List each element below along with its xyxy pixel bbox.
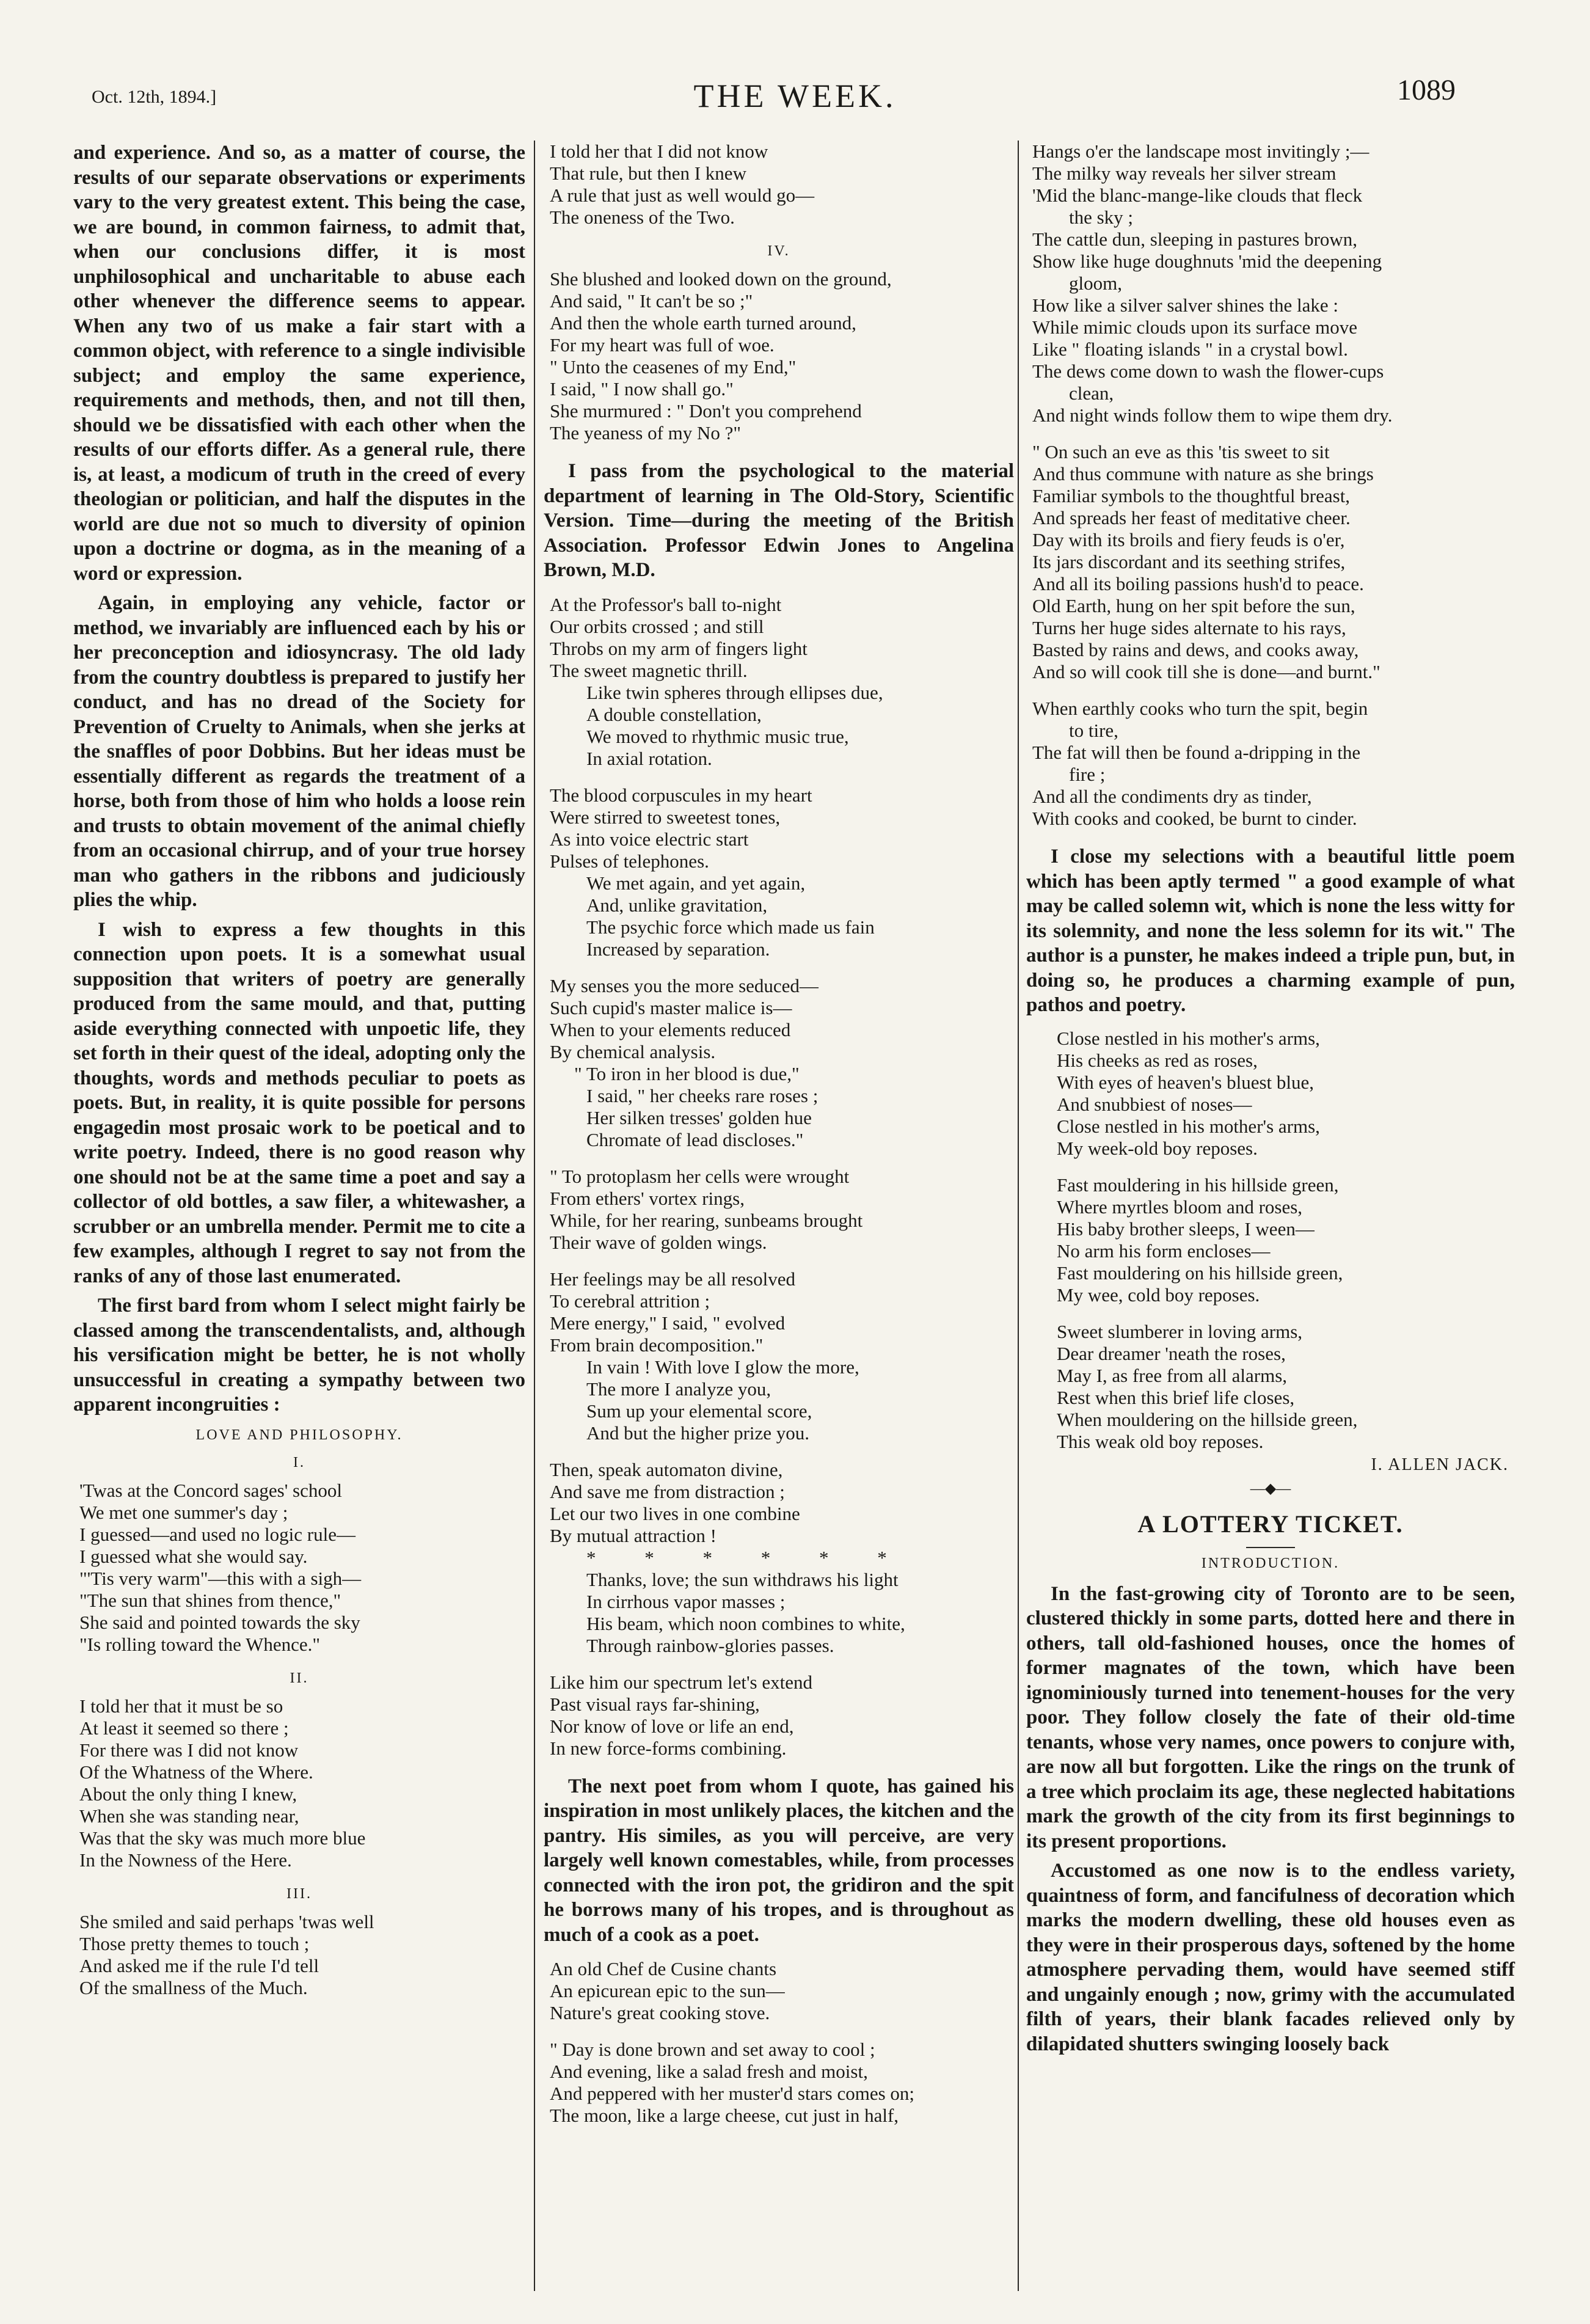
verse-line: Day with its broils and fiery feuds is o'er,: [1032, 529, 1345, 550]
verse-line: His cheeks as red as roses,: [1057, 1049, 1258, 1071]
verse-line: Increased by separation.: [586, 938, 770, 960]
verse-line: In the Nowness of the Here.: [79, 1849, 292, 1871]
verse-line: May I, as free from all alarms,: [1057, 1364, 1288, 1386]
verse-line: In cirrhous vapor masses ;: [586, 1590, 786, 1612]
verse-line: Rest when this brief life closes,: [1057, 1386, 1295, 1408]
verse-line: And snubbiest of noses—: [1057, 1093, 1252, 1115]
verse-line: And night winds follow them to wipe them dry.: [1032, 404, 1393, 426]
verse-line: Her silken tresses' golden hue: [586, 1106, 812, 1128]
column-left: [73, 141, 525, 2014]
verse-line: Nature's great cooking stove.: [550, 2002, 770, 2023]
paragraph: I close my selections with a beautiful little poem which has been aptly termed " a good example of what may be called solemn wit, which is none the less witty for its solemnity, and none the less solemn for its wit." The author is a punster, he makes indeed a triple pun, but, in doing so, he produces a charming example of pun, pathos and poetry.: [1026, 846, 1515, 1016]
poem-stanza: [544, 2039, 1014, 2127]
verse-line: I told her that it must be so: [79, 1695, 283, 1717]
verse-line: And thus commune with nature as she brings: [1032, 463, 1374, 484]
verse-line: The psychic force which made us fain: [586, 916, 875, 938]
title-rule: [1246, 1547, 1295, 1548]
verse-line: About the only thing I knew,: [79, 1783, 297, 1805]
poem-stanza: [544, 975, 1014, 1151]
verse-line: " On such an eve as this 'tis sweet to sit: [1032, 441, 1330, 462]
verse-line: Its jars discordant and its seething strifes,: [1032, 551, 1346, 572]
verse-line: In axial rotation.: [586, 747, 712, 769]
column-rule: [1018, 141, 1019, 2291]
verse-line: The moon, like a large cheese, cut just in half,: [550, 2105, 899, 2126]
verse-line: fire ;: [1069, 764, 1106, 785]
verse-line: Her feelings may be all resolved: [550, 1268, 795, 1290]
verse-line: And evening, like a salad fresh and moist,: [550, 2061, 868, 2082]
verse-line: Chromate of lead discloses.": [586, 1128, 804, 1150]
verse-line: That rule, but then I knew: [550, 163, 746, 184]
poem-stanza: [544, 268, 1014, 444]
column-middle: [544, 141, 1014, 2141]
poem-stanza: [544, 141, 1014, 228]
verse-line: At the Professor's ball to-night: [550, 593, 782, 615]
verse-line: the sky ;: [1069, 206, 1134, 228]
verse-line: For there was I did not know: [79, 1739, 299, 1761]
verse-line: From brain decomposition.": [550, 1334, 764, 1356]
verse-line: Like him our spectrum let's extend: [550, 1671, 813, 1693]
verse-line: And peppered with her muster'd stars comes on;: [550, 2083, 915, 2104]
verse-line: By chemical analysis.: [550, 1040, 716, 1062]
verse-line: And spreads her feast of meditative cheer.: [1032, 507, 1351, 528]
verse-line: Old Earth, hung on her spit before the sun,: [1032, 595, 1355, 616]
verse-line: While, for her rearing, sunbeams brought: [550, 1209, 863, 1231]
verse-line: No arm his form encloses—: [1057, 1240, 1271, 1262]
verse-line: My senses you the more seduced—: [550, 974, 819, 996]
section-numeral: IV.: [767, 243, 790, 259]
verse-line: Of the Whatness of the Where.: [79, 1761, 313, 1783]
issue-date: Oct. 12th, 1894.]: [92, 87, 217, 107]
verse-line: Dear dreamer 'neath the roses,: [1057, 1342, 1286, 1364]
verse-line: With eyes of heaven's bluest blue,: [1057, 1071, 1314, 1093]
verse-line: At least it seemed so there ;: [79, 1717, 289, 1739]
verse-line: We met one summer's day ;: [79, 1501, 288, 1523]
verse-line: She murmured : " Don't you comprehend: [550, 400, 862, 422]
verse-line: I guessed—and used no logic rule—: [79, 1523, 356, 1545]
verse-line: The yeaness of my No ?": [550, 422, 742, 444]
verse-line: "Is rolling toward the Whence.": [79, 1633, 321, 1655]
publication-title: THE WEEK.: [693, 78, 897, 114]
verse-line: Then, speak automaton divine,: [550, 1458, 783, 1480]
poem-stanza: [1026, 698, 1515, 830]
poem-stanza: [73, 1480, 525, 1656]
verse-line: My wee, cold boy reposes.: [1057, 1284, 1260, 1306]
verse-line: She smiled and said perhaps 'twas well: [79, 1910, 374, 1932]
verse-line: We moved to rhythmic music true,: [586, 725, 849, 747]
verse-line: And, unlike gravitation,: [586, 894, 768, 916]
verse-line: Their wave of golden wings.: [550, 1231, 767, 1253]
verse-line: Was that the sky was much more blue: [79, 1827, 366, 1849]
poem-stanza: [73, 1695, 525, 1871]
verse-line: A double constellation,: [586, 703, 762, 725]
verse-line: An epicurean epic to the sun—: [550, 1980, 785, 2001]
verse-line: And asked me if the rule I'd tell: [79, 1954, 319, 1976]
paragraph: The next poet from whom I quote, has gained his inspiration in most unlikely places, the kitchen and the pantry. His similes, as you will perceive, are very largely well known comestables, while, from processes connected with the iron pot, the gridiron and the spit he borrows many of his tropes, and is throughout as much of a cook as a poet.: [544, 1775, 1014, 1946]
paragraph: and experience. And so, as a matter of course, the results of our separate observations or experiments vary to the very greatest extent. This being the case, we are bound, in common fairness, to admit that, when our conclusions differ, it is most unphilosophical and uncharitable to abuse each other whenever the difference seems to appear. When any two of us make a fair start with a common object, with reference to a single indivisible subject; and employ the same experience, requirements and methods, then, and not till then, should we be dissatisfied with each other when the results of our efforts differ. As a general rule, there is, at least, a modicum of truth in the creed of every theologian or politician, and half the disputes in the world are due not so much to diversity of opinion upon a doctrine or dogma, as in the meaning of a word or expression.: [73, 142, 525, 585]
verse-line: Familiar symbols to the thoughtful breast,: [1032, 485, 1351, 506]
poem-stanza: [544, 1268, 1014, 1444]
paragraph: Accustomed as one now is to the endless variety, quaintness of form, and fancifulness of decoration which marks the modern dwelling, these old houses even as they were in their prosperous days, softened by the home atmosphere pervading them, would have seemed stiff and ungainly enough ; now, grimy with the accumulated filth of years, their blank facades relieved only by dilapidated shutters swinging loosely back: [1026, 1860, 1515, 2055]
page-header: [0, 73, 1590, 122]
verse-line: " Unto the ceasenes of my End,": [550, 356, 797, 378]
paragraph: The first bard from whom I select might fairly be classed among the transcendentalists, and, although his versification might be better, he is not wholly unsuccessful in creating a sympathy between two apparent incongruities :: [73, 1295, 525, 1416]
verse-line: His beam, which noon combines to white,: [586, 1612, 905, 1634]
verse-line: Sum up your elemental score,: [586, 1400, 812, 1422]
verse-line: His baby brother sleeps, I ween—: [1057, 1218, 1315, 1240]
verse-line: "'Tis very warm"—this with a sigh—: [79, 1567, 362, 1589]
article-title: A LOTTERY TICKET.: [1137, 1510, 1404, 1538]
verse-line: She blushed and looked down on the ground,: [550, 268, 892, 290]
verse-line: For my heart was full of woe.: [550, 334, 775, 356]
poem-stanza: [1026, 1028, 1515, 1160]
verse-line: In new force-forms combining.: [550, 1737, 787, 1759]
poem-stanza: [544, 1958, 1014, 2024]
verse-line: By mutual attraction !: [550, 1524, 717, 1546]
paragraph: In the fast-growing city of Toronto are to be seen, clustered thickly in some parts, dotted here and there in others, tall old-fashioned houses, once the homes of former magnates of the town, which have been ignominiously turned into tenement-houses for the very poor. They follow closely the fate of their old-time tenants, whose very names, once powers to conjure with, are now all but forgotten. Like the rings on the trunk of a tree which proclaim its age, these neglected habitations mark the growth of the city from its first beginnings to its present proportions.: [1026, 1582, 1515, 1852]
verse-line: Of the smallness of the Much.: [79, 1976, 308, 1998]
page-number: 1089: [1397, 74, 1456, 106]
verse-line: Sweet slumberer in loving arms,: [1057, 1320, 1303, 1342]
verse-line: The cattle dun, sleeping in pastures brown,: [1032, 228, 1358, 250]
verse-line: An old Chef de Cusine chants: [550, 1958, 777, 1979]
verse-line: Mere energy," I said, " evolved: [550, 1312, 786, 1334]
verse-line: " To iron in her blood is due,": [574, 1062, 800, 1084]
poem-stanza: [1026, 141, 1515, 426]
verse-line: When mouldering on the hillside green,: [1057, 1408, 1358, 1430]
verse-line: Past visual rays far-shining,: [550, 1693, 760, 1715]
verse-line: Close nestled in his mother's arms,: [1057, 1027, 1320, 1049]
verse-line: I told her that I did not know: [550, 141, 768, 162]
verse-line: 'Mid the blanc-mange-like clouds that fleck: [1032, 185, 1363, 206]
verse-line: When she was standing near,: [79, 1805, 299, 1827]
chapter-label: INTRODUCTION.: [1201, 1555, 1340, 1571]
verse-line: As into voice electric start: [550, 828, 749, 850]
poem-stanza: [544, 594, 1014, 770]
verse-line: Throbs on my arm of fingers light: [550, 637, 808, 659]
poem-stanza: [73, 1911, 525, 1999]
verse-line: I guessed what she would say.: [79, 1545, 308, 1567]
verse-line: The blood corpuscules in my heart: [550, 784, 812, 806]
section-numeral: III.: [286, 1885, 312, 1902]
verse-line: While mimic clouds upon its surface move: [1032, 316, 1358, 338]
verse-line: And then the whole earth turned around,: [550, 312, 856, 334]
poem-stanza: [1026, 1321, 1515, 1453]
verse-line: Fast mouldering in his hillside green,: [1057, 1174, 1339, 1196]
verse-line: In vain ! With love I glow the more,: [586, 1356, 859, 1378]
verse-line: Such cupid's master malice is—: [550, 996, 792, 1018]
verse-line: Our orbits crossed ; and still: [550, 615, 764, 637]
verse-line: clean,: [1069, 382, 1114, 404]
verse-line: The oneness of the Two.: [550, 206, 735, 228]
verse-line: My week-old boy reposes.: [1057, 1137, 1258, 1159]
paragraph: I pass from the psychological to the material department of learning in The Old-Story, Scientific Version. Time—during the meeting of the British Association. Professor Edwin Jones to Angelina Brown, M.D.: [544, 460, 1014, 581]
poem-stanza: [544, 1459, 1014, 1657]
section-numeral: I.: [293, 1454, 305, 1471]
verse-line: Show like huge doughnuts 'mid the deepening: [1032, 250, 1382, 272]
paragraph: I wish to express a few thoughts in this connection upon poets. It is a somewhat usual supposition that writers of poetry are generally produced from the same mould, and that, putting aside everything connected with unpoetic life, they set forth in their quest of the ideal, adopting only the thoughts, words and methods peculiar to poets as poets. But, in reality, it is quite possible for persons engagedin most prosaic work to be poetical and to write poetry. Indeed, there is no good reason why one should not be at the same time a poet and say a collector of old bottles, a saw filer, a whitewasher, a scrubber or an umbrella mender. Permit me to cite a few examples, although I regret to say not from the ranks of any of those last enumerated.: [73, 918, 525, 1287]
verse-line: 'Twas at the Concord sages' school: [79, 1479, 342, 1501]
verse-line: When earthly cooks who turn the spit, begin: [1032, 698, 1368, 719]
verse-line: To cerebral attrition ;: [550, 1290, 710, 1312]
verse-line: Nor know of love or life an end,: [550, 1715, 794, 1737]
verse-line: Turns her huge sides alternate to his rays,: [1032, 617, 1346, 638]
verse-line: gloom,: [1069, 272, 1122, 294]
verse-line: When to your elements reduced: [550, 1018, 791, 1040]
verse-line: And save me from distraction ;: [550, 1480, 785, 1502]
verse-line: Where myrtles bloom and roses,: [1057, 1196, 1303, 1218]
verse-line: "The sun that shines from thence,": [79, 1589, 341, 1611]
section-numeral: II.: [290, 1670, 309, 1686]
verse-line: " Day is done brown and set away to cool ;: [550, 2039, 875, 2060]
verse-line: A rule that just as well would go—: [550, 185, 815, 206]
verse-line: Fast mouldering on his hillside green,: [1057, 1262, 1343, 1284]
verse-line: Basted by rains and dews, and cooks away,: [1032, 639, 1359, 660]
verse-line: Like twin spheres through ellipses due,: [586, 681, 883, 703]
verse-line: And but the higher prize you.: [586, 1422, 810, 1444]
verse-line: She said and pointed towards the sky: [79, 1611, 360, 1633]
verse-line: We met again, and yet again,: [586, 872, 806, 894]
column-rule: [534, 141, 535, 2291]
paragraph: Again, in employing any vehicle, factor or method, we invariably are influenced each by his or her preconception and idiosyncrasy. The old lady from the country doubtless is prepared to justify her conduct, and has no dread of the Society for Prevention of Cruelty to Animals, when she jerks at the snaffles of poor Dobbins. But her ideas must be essentially different as regards the treatment of a horse, both from those of him who holds a loose rein and trusts to obtain movement of the animal chiefly from an occasional chirrup, and of your true horsey man who gathers in the ribbons and judiciously plies the whip.: [73, 592, 525, 911]
column-right: [1026, 141, 1515, 2061]
verse-line: The milky way reveals her silver stream: [1032, 163, 1337, 184]
verse-line: With cooks and cooked, be burnt to cinder.: [1032, 808, 1357, 829]
author-signature: I. ALLEN JACK.: [1371, 1455, 1509, 1474]
verse-line: Close nestled in his mother's arms,: [1057, 1115, 1320, 1137]
verse-line: How like a silver salver shines the lake :: [1032, 294, 1339, 316]
verse-line: to tire,: [1069, 720, 1118, 741]
verse-line: Through rainbow-glories passes.: [586, 1634, 834, 1656]
verse-line: The more I analyze you,: [586, 1378, 771, 1400]
verse-line: Were stirred to sweetest tones,: [550, 806, 781, 828]
verse-line: Like " floating islands " in a crystal bowl.: [1032, 338, 1348, 360]
poem-stanza: [1026, 441, 1515, 683]
verse-line: Pulses of telephones.: [550, 850, 709, 872]
section-ornament: —◆—: [1250, 1480, 1291, 1497]
verse-line: The fat will then be found a-dripping in the: [1032, 742, 1361, 763]
verse-line: Those pretty themes to touch ;: [79, 1932, 310, 1954]
verse-line: From ethers' vortex rings,: [550, 1187, 745, 1209]
verse-line: The sweet magnetic thrill.: [550, 659, 748, 681]
poem-stanza: [544, 784, 1014, 960]
verse-line: And all the condiments dry as tinder,: [1032, 786, 1312, 807]
verse-line: Hangs o'er the landscape most invitingly ;—: [1032, 141, 1369, 162]
poem-stanza: [544, 1166, 1014, 1254]
verse-line: Thanks, love; the sun withdraws his light: [586, 1568, 899, 1590]
verse-line: I said, " her cheeks rare roses ;: [586, 1084, 819, 1106]
verse-line: The dews come down to wash the flower-cups: [1032, 360, 1384, 382]
poem-stanza: [544, 1672, 1014, 1759]
verse-line: And said, " It can't be so ;": [550, 290, 753, 312]
poem-title: LOVE AND PHILOSOPHY.: [195, 1427, 403, 1443]
verse-line: This weak old boy reposes.: [1057, 1430, 1264, 1452]
verse-line: " To protoplasm her cells were wrought: [550, 1165, 850, 1187]
verse-line: I said, " I now shall go.": [550, 378, 734, 400]
verse-line: And so will cook till she is done—and burnt.": [1032, 661, 1380, 682]
verse-line: Let our two lives in one combine: [550, 1502, 800, 1524]
asterism-divider: * * * * * *: [586, 1546, 909, 1568]
verse-line: And all its boiling passions hush'd to peace.: [1032, 573, 1364, 594]
poem-stanza: [1026, 1174, 1515, 1306]
